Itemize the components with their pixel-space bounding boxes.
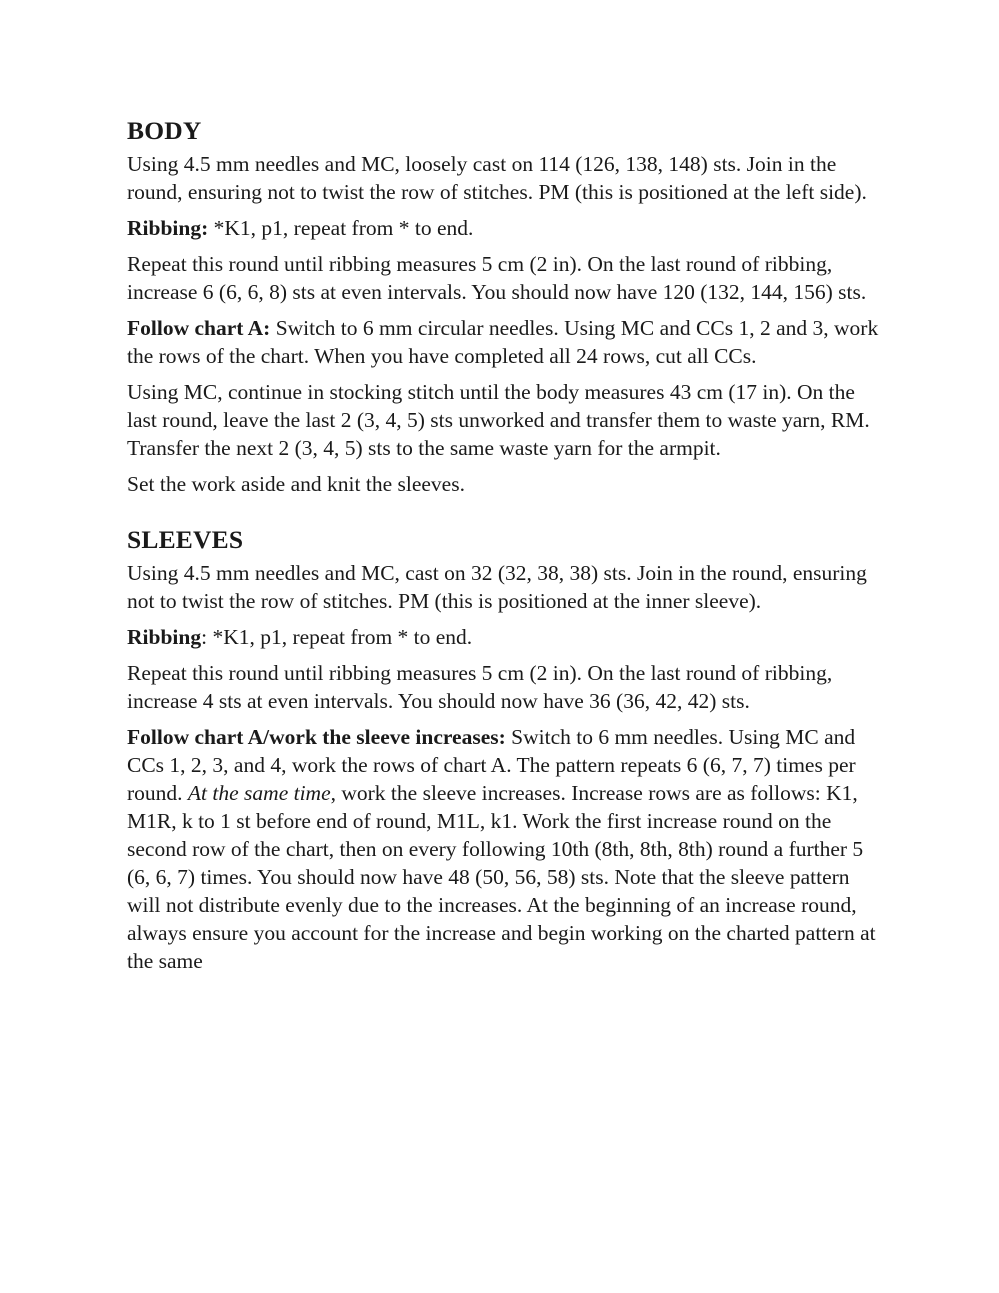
body-set-aside-paragraph: Set the work aside and knit the sleeves. [127, 472, 465, 496]
sleeves-heading: SLEEVES [127, 525, 244, 554]
sleeves-chart-paragraph [127, 723, 879, 975]
body-chart-paragraph [127, 314, 879, 370]
body-ribbing-label: Ribbing: [127, 216, 209, 240]
sleeves-ribbing-label: Ribbing [127, 625, 202, 649]
body-section [127, 114, 879, 498]
body-cast-on-paragraph: Using 4.5 mm needles and MC, loosely cast on 114 (126, 138, 148) sts. Join in the round, ensuring not to twist the row of stitches. PM (this is positioned at the left side). [127, 152, 867, 204]
body-chart-text: Switch to 6 mm circular needles. Using MC and CCs 1, 2 and 3, work the rows of the chart. When you have completed all 24 rows, cut all CCs. [127, 316, 879, 368]
body-chart-label: Follow chart A: [127, 316, 271, 340]
body-stocking-stitch-paragraph: Using MC, continue in stocking stitch until the body measures 43 cm (17 in). On the last round, leave the last 2 (3, 4, 5) sts unworked and transfer them to waste yarn, RM. Transfer the next 2 (3, 4, 5) sts to the same waste yarn for the armpit. [127, 380, 870, 460]
sleeves-ribbing-paragraph [127, 623, 879, 651]
sleeves-chart-text-a: Switch to 6 mm needles. Using MC and CCs 1, 2, 3, and 4, work the rows of chart A. The pattern repeats 6 (6, 7, 7) times per round. [127, 725, 856, 805]
sleeves-chart-label: Follow chart A/work the sleeve increases: [127, 725, 506, 749]
sleeves-chart-text-b: , work the sleeve increases. Increase rows are as follows: K1, M1R, k to 1 st before end of round, M1L, k1. Work the first increase round on the second row of the chart, then on every following 10th (8th, 8th, 8th) round a further 5 (6, 6, 7) times. You should now have 48 (50, 56, 58) sts. Note that the sleeve pattern will not distribute evenly due to the increases. At the beginning of an increase round, always ensure you account for the increase and begin working on the charted pattern at the same [127, 781, 876, 973]
sleeves-ribbing-repeat-paragraph: Repeat this round until ribbing measures 5 cm (2 in). On the last round of ribbing, increase 4 sts at even intervals. You should now have 36 (36, 42, 42) sts. [127, 661, 833, 713]
body-ribbing-repeat-paragraph: Repeat this round until ribbing measures 5 cm (2 in). On the last round of ribbing, increase 6 (6, 6, 8) sts at even intervals. You should now have 120 (132, 144, 156) sts. [127, 252, 867, 304]
sleeves-cast-on-paragraph: Using 4.5 mm needles and MC, cast on 32 (32, 38, 38) sts. Join in the round, ensuring not to twist the row of stitches. PM (this is positioned at the inner sleeve). [127, 561, 867, 613]
sleeves-section [127, 523, 879, 975]
sleeves-chart-italic: At the same time [187, 781, 331, 805]
document-page [127, 114, 879, 983]
body-ribbing-paragraph [127, 214, 879, 242]
body-heading: BODY [127, 116, 202, 145]
body-ribbing-text: *K1, p1, repeat from * to end. [208, 216, 474, 240]
sleeves-ribbing-text: : *K1, p1, repeat from * to end. [201, 625, 473, 649]
